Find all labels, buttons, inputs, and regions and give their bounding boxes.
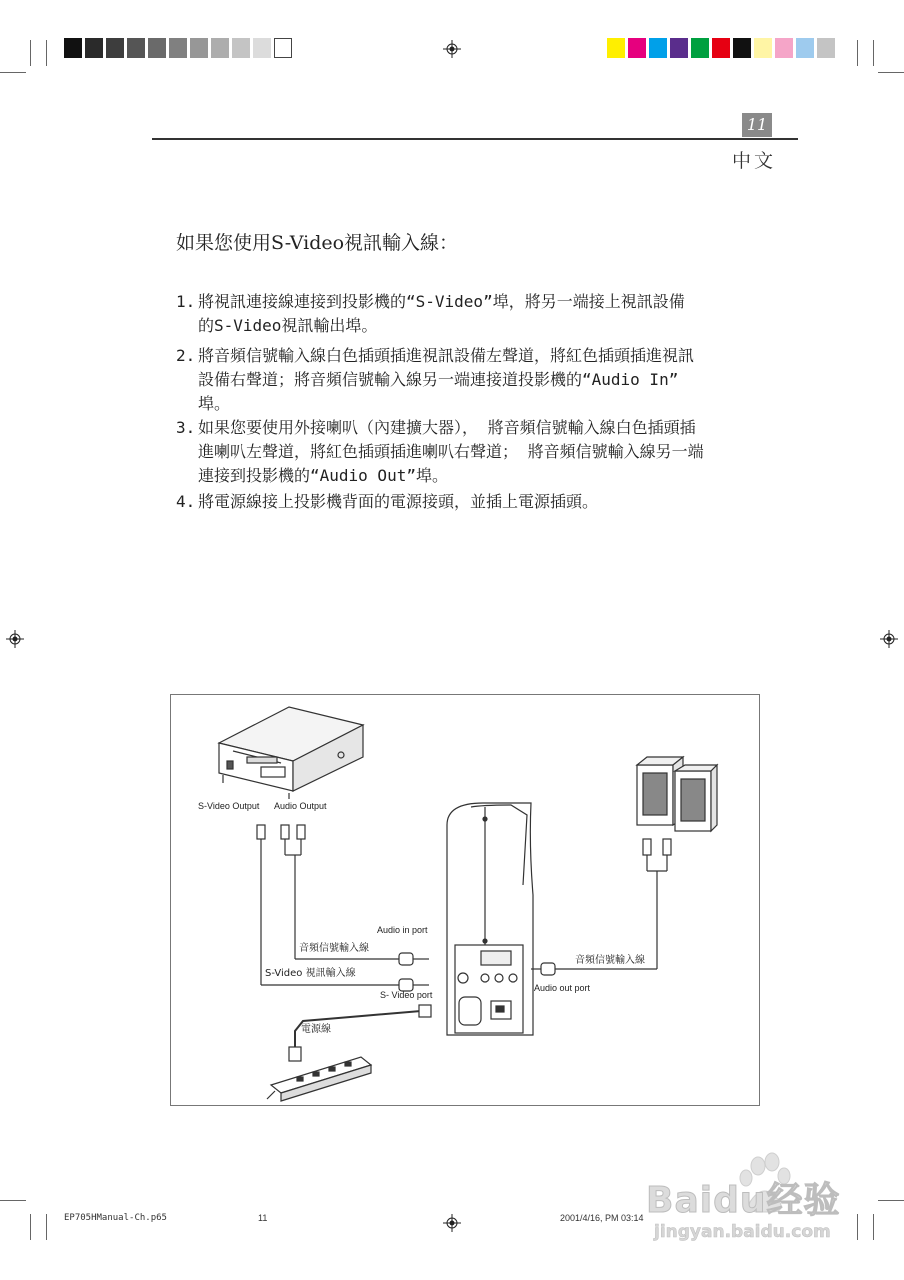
step-item: [176, 344, 786, 416]
watermark-url: jingyan.baidu.com: [654, 1222, 831, 1242]
step-text: 將視訊連接線連接到投影機的“S-Video”埠，將另一端接上視訊設備 的S-Video視訊輸出埠。: [198, 292, 685, 335]
gray-swatch: [127, 38, 145, 58]
registration-mark-icon: [6, 630, 24, 648]
audio-in-port-label: Audio in port: [377, 925, 428, 935]
s-video-output-label: S-Video Output: [198, 801, 260, 811]
color-swatch: [817, 38, 835, 58]
gray-swatch: [148, 38, 166, 58]
projector-icon: [447, 803, 533, 1035]
color-swatch: [796, 38, 814, 58]
step-item: [176, 490, 786, 514]
audio-out-port-label: Audio out port: [534, 983, 591, 993]
gray-swatch: [85, 38, 103, 58]
gray-swatch: [211, 38, 229, 58]
step-text: 將音頻信號輸入線白色插頭插進視訊設備左聲道，將紅色插頭插進視訊 設備右聲道；將音頻信號輸入線另一端連接道投影機的“Audio In” 埠。: [198, 346, 695, 413]
audio-input-cable-label: 音頻信號輸入線: [299, 943, 369, 954]
diagram-drawing: [171, 695, 759, 1105]
color-swatch: [691, 38, 709, 58]
color-swatch: [733, 38, 751, 58]
step-number: 1.: [176, 292, 196, 311]
gray-swatch: [190, 38, 208, 58]
gray-swatch: [106, 38, 124, 58]
audio-output-label: Audio Output: [274, 801, 327, 811]
step-number: 4.: [176, 492, 196, 511]
registration-mark-icon: [443, 1214, 461, 1232]
section-title: 如果您使用S-Video視訊輸入線：: [176, 232, 459, 254]
gray-swatch: [64, 38, 82, 58]
color-swatch: [775, 38, 793, 58]
step-text: 將電源線接上投影機背面的電源接頭，並插上電源插頭。: [198, 492, 599, 511]
page-number: 11: [742, 113, 772, 137]
watermark-brand: Baidu经验: [646, 1180, 841, 1221]
color-swatch: [670, 38, 688, 58]
color-swatch: [649, 38, 667, 58]
video-device-icon: [219, 707, 363, 799]
color-swatch: [754, 38, 772, 58]
header-rule: [152, 138, 798, 140]
color-swatch: [628, 38, 646, 58]
step-item: [176, 416, 786, 488]
s-video-cable-label: S-Video 視訊輸入線: [265, 968, 356, 979]
color-swatch: [712, 38, 730, 58]
gray-swatch: [169, 38, 187, 58]
baidu-watermark: [640, 1150, 880, 1250]
footer-filename: EP705HManual-Ch.p65: [64, 1213, 167, 1223]
connection-diagram: [170, 694, 760, 1106]
power-strip-icon: [267, 1057, 371, 1101]
gray-swatch: [274, 38, 292, 58]
registration-mark-icon: [443, 40, 461, 58]
step-text: 如果您要使用外接喇叭（內建擴大器）， 將音頻信號輸入線白色插頭插 進喇叭左聲道，將紅色插頭插進喇叭右聲道； 將音頻信號輸入線另一端 連接到投影機的“Audio Out”埠。: [198, 418, 704, 485]
step-item: [176, 290, 786, 338]
footer-page-number: 11: [258, 1213, 268, 1223]
step-number: 3.: [176, 418, 196, 437]
audio-input-cable-label-right: 音頻信號輸入線: [575, 955, 645, 966]
step-number: 2.: [176, 346, 196, 365]
language-label: 中文: [732, 150, 777, 172]
color-swatch: [607, 38, 625, 58]
gray-swatch: [232, 38, 250, 58]
registration-mark-icon: [880, 630, 898, 648]
speakers-icon: [637, 757, 717, 831]
footer-timestamp: 2001/4/16, PM 03:14: [560, 1213, 644, 1223]
s-video-port-label: S- Video port: [380, 990, 433, 1000]
gray-swatch: [253, 38, 271, 58]
power-cord-label: 電源線: [301, 1024, 331, 1035]
